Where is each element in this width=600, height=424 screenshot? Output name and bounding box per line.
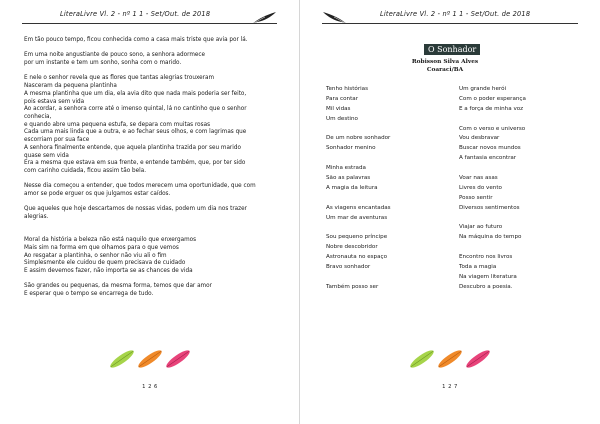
- header-text: LiteraLivre Vl. 2 - nº 1 1 - Set/Out. de 2018: [380, 10, 531, 18]
- story-paragraph: [24, 183, 276, 198]
- author-name: Robisson Silva Alves: [411, 59, 479, 65]
- story-paragraph: [24, 75, 276, 175]
- poem-line: Posso sentir: [459, 194, 493, 201]
- poem-line: A fantasia encontrar: [459, 155, 517, 162]
- poem-column-left: [326, 85, 391, 293]
- text-line: com carinho cuidada, ficou assim tão bela.: [24, 167, 147, 174]
- poem-column-right: [459, 85, 526, 293]
- text-line: pois estava sem vida: [24, 98, 85, 105]
- header-rule: [22, 23, 277, 24]
- poem-line: [459, 214, 526, 224]
- poem-line: [459, 243, 526, 253]
- poem-byline: [398, 59, 492, 74]
- text-line: A senhora finalmente entende, que aquela plantinha trazida por seu marido: [24, 144, 241, 151]
- text-line: Cada uma mais linda que a outra, e ao fechar seus olhos, e com lagrimas que: [24, 129, 247, 136]
- poem-line: Vou desbravar: [459, 135, 500, 142]
- text-line: São grandes ou pequenas, da mesma forma, temos que dar amor: [24, 283, 212, 290]
- poem-line: Na viagem literatura: [459, 273, 517, 280]
- poem-line: Toda a magia: [459, 264, 497, 271]
- poem-line: Bravo sonhador: [326, 264, 371, 271]
- poem-line: [326, 223, 391, 233]
- story-paragraph: [24, 37, 276, 45]
- poem-line: São as palavras: [326, 175, 371, 182]
- text-line: escorriam por sua face: [24, 137, 90, 144]
- feathers-illustration: [100, 346, 200, 372]
- poem-line: Com o poder esperança: [459, 95, 526, 102]
- header-rule: [322, 23, 578, 24]
- poem-line: [326, 194, 391, 204]
- poem-line: Astronauta no espaço: [326, 254, 388, 261]
- text-line: Em tão pouco tempo, ficou conhecida como a casa mais triste que avia por lá.: [24, 37, 248, 43]
- poem-line: As viagens encantadas: [326, 204, 391, 211]
- text-line: Nasceram da pequena plantinha: [24, 83, 117, 90]
- poem-title: O Sonhador: [424, 44, 480, 55]
- poem-line: Um destino: [326, 115, 358, 122]
- poem-line: Diversos sentimentos: [459, 204, 520, 211]
- page-number: 1 2 7: [442, 384, 458, 390]
- poem-line: Livres do vento: [459, 184, 502, 191]
- text-line: e quando abre uma pequena estufa, se depara com muitas rosas: [24, 121, 211, 128]
- text-line: Simplesmente ele cuidou de quem precisava de cuidado: [24, 260, 186, 267]
- text-line: alegrias.: [24, 214, 49, 221]
- poem-line: De um nobre sonhador: [326, 135, 391, 142]
- poem-line: Minha estrada: [326, 165, 366, 172]
- poem-line: [326, 154, 391, 164]
- text-line: E nele o senhor revela que as flores que tantas alegrias trouxeram: [24, 75, 215, 82]
- poem-line: Descubro a poesia.: [459, 283, 513, 290]
- story-text: [24, 37, 276, 306]
- text-line: [24, 222, 276, 230]
- story-paragraph: [24, 283, 276, 298]
- text-line: E assim devemos fazer, não importa se as chances de vida: [24, 268, 193, 274]
- poem-line: A magia da leitura: [326, 184, 378, 191]
- text-line: quase sem vida: [24, 152, 69, 159]
- poem-line: Tenho histórias: [326, 86, 369, 92]
- poem-line: Também posso ser: [326, 283, 379, 290]
- text-line: Ao acordar, a senhora corre até o imenso quintal, lá no cantinho que o senhor: [24, 106, 247, 113]
- story-paragraph: [24, 206, 276, 229]
- author-location: Coaraci/BA: [426, 66, 464, 73]
- feathers-illustration: [400, 346, 500, 372]
- header-text: LiteraLivre Vl. 2 - nº 1 1 - Set/Out. de 2018: [60, 10, 211, 18]
- poem-line: Para contar: [326, 95, 359, 102]
- text-line: Era a mesma que estava em sua frente, e entende também, que, por ter sido: [24, 160, 246, 167]
- text-line: Ao resgatar a plantinha, o senhor não viu ali o fim: [24, 252, 167, 259]
- text-line: A mesma plantinha que um dia, ela avia dito que nada mais poderia ser feito,: [24, 90, 247, 97]
- text-line: conhecia,: [24, 114, 52, 120]
- poem-line: E a força de minha voz: [459, 105, 524, 112]
- page-header: [322, 10, 578, 24]
- poem-line: Buscar novos mundos: [459, 145, 521, 152]
- poem-line: Sonhador menino: [326, 145, 376, 152]
- poem-line: Sou pequeno príncipe: [326, 234, 388, 241]
- story-paragraph: [24, 237, 276, 276]
- text-line: amor se pode erguer os que julgamos estar caídos.: [24, 191, 171, 198]
- text-line: Mais sim na forma em que olhamos para o que vemos: [24, 244, 179, 251]
- text-line: Nesse dia começou a entender, que todos merecem uma oportunidade, que com: [24, 183, 256, 190]
- poem-line: Nobre descobridor: [326, 244, 378, 251]
- poem-line: Mil vidas: [326, 105, 351, 112]
- poem-line: Na máquina do tempo: [459, 234, 522, 241]
- poem-line: [459, 164, 526, 174]
- right-page: [300, 0, 600, 424]
- poem-line: Encontro nos livros: [459, 254, 513, 261]
- story-paragraph: [24, 52, 276, 67]
- text-line: Em uma noite angustiante de pouco sono, a senhora adormece: [24, 52, 206, 59]
- text-line: Que aqueles que hoje descartamos de nossas vidas, podem um dia nos trazer: [24, 206, 247, 213]
- poem-line: [459, 115, 526, 125]
- text-line: E esperar que o tempo se encarrega de tudo.: [24, 291, 154, 298]
- text-line: Moral da história a beleza não está naquilo que enxergamos: [24, 237, 197, 244]
- poem-line: Viajar ao futuro: [459, 224, 503, 231]
- poem-line: Com o verso e universo: [459, 125, 526, 132]
- text-line: por um instante e tem um sonho, sonha com o marido.: [24, 60, 182, 67]
- poem-line: [326, 125, 391, 135]
- poem-line: Um grande herói: [459, 86, 507, 92]
- page-header: [22, 10, 277, 24]
- poem-line: Um mar de aventuras: [326, 214, 388, 221]
- page-number: 1 2 6: [142, 384, 158, 390]
- poem-line: Voar nas asas: [459, 175, 498, 182]
- poem-line: [326, 273, 391, 283]
